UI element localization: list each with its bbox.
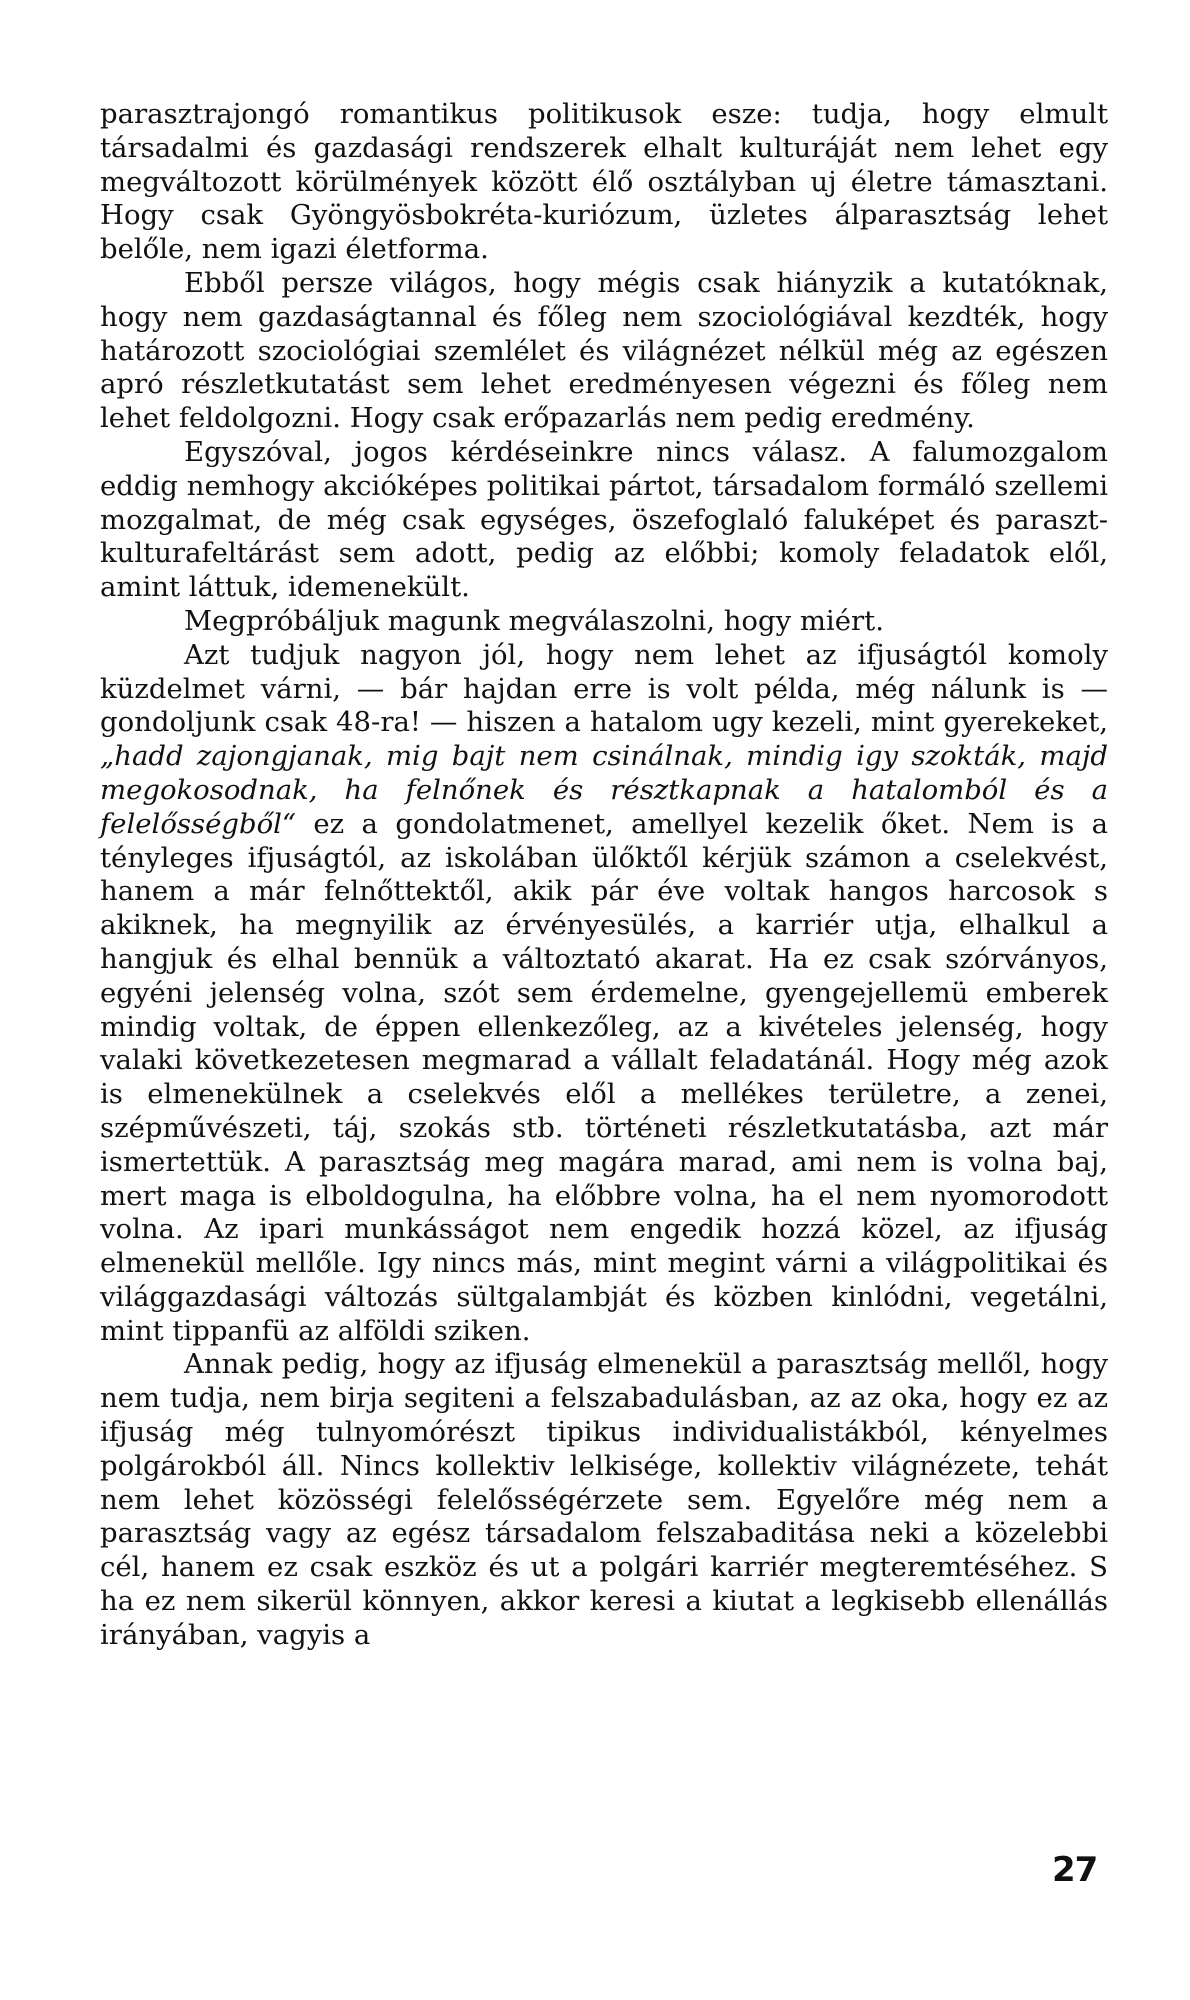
paragraph-3: Egyszóval, jogos kérdéseinkre nincs válasz. A falumozgalom eddig nemhogy akcióképes politikai pártot, társadalom formáló szellemi mozgalmat, de még csak egységes, öszefoglaló faluképet és paraszt-kulturafeltárást sem adott, pedig az előbbi; komoly feladatok elől, amint láttuk, idemenekült.	[100, 435, 1108, 604]
paragraph-1: parasztrajongó romantikus politikusok esze: tudja, hogy elmult társadalmi és gazdasági rendszerek elhalt kulturáját nem lehet egy megváltozott körülmények között élő osztályban uj életre támasztani. Hogy csak Gyöngyösbokréta-kuriózum, üzletes álparasztság lehet belőle, nem igazi életforma.	[100, 98, 1108, 266]
page-body	[100, 98, 1108, 1653]
paragraph-5-text-after: ez a gondolatmenet, amellyel kezelik őket. Nem is a tényleges ifjuságtól, az iskolában ülőktől kérjük számon a cselekvést, hanem a már felnőttektől, akik pár éve voltak hangos harcosok s akiknek, ha megnyilik az érvényesülés, a karriér utja, elhalkul a hangjuk és elhal bennük a változtató akarat. Ha ez csak szórványos, egyéni jelenség volna, szót sem érdemelne, gyengejellemü emberek mindig voltak, de éppen ellenkezőleg, az a kivételes jelenség, hogy valaki következetesen megmarad a vállalt feladatánál. Hogy még azok is elmenekülnek a cselekvés elől a mellékes területre, a zenei, szépművészeti, táj, szokás stb. történeti részletkutatásba, azt már ismertettük. A parasztság meg magára marad, ami nem is volna baj, mert maga is elboldogulna, ha előbbre volna, ha el nem nyomorodott volna. Az ipari munkásságot nem engedik hozzá közel, az ifjuság elmenekül mellőle. Igy nincs más, mint megint várni a világpolitikai és világgazdasági változás sültgalambját és közben kinlódni, vegetálni, mint tippanfü az alföldi sziken.	[100, 807, 1108, 1347]
paragraph-5-text-before: Azt tudjuk nagyon jól, hogy nem lehet az ifjuságtól komoly küzdelmet várni, — bár hajdan erre is volt példa, még nálunk is — gondoljunk csak 48-ra! — hiszen a hatalom ugy kezeli, mint gyerekeket,	[100, 638, 1108, 739]
paragraph-5-italic-quote: „hadd zajongjanak, mig bajt nem csinálnak, mindig igy szokták, majd megokosodnak, ha felnőnek és résztkapnak a hatalomból és a felelősségből“	[100, 740, 1108, 840]
paragraph-4: Megpróbáljuk magunk megválaszolni, hogy miért.	[184, 604, 884, 637]
paragraph-5	[100, 639, 1108, 1349]
paragraph-2: Ebből persze világos, hogy mégis csak hiányzik a kutatóknak, hogy nem gazdaságtannal és főleg nem szociológiával kezdték, hogy határozott szociológiai szemlélet és világnézet nélkül még az egészen apró részletkutatást sem lehet eredményesen végezni és főleg nem lehet feldolgozni. Hogy csak erőpazarlás nem pedig eredmény.	[100, 266, 1108, 435]
page-number: 27	[1052, 1850, 1098, 1890]
paragraph-6: Annak pedig, hogy az ifjuság elmenekül a parasztság mellől, hogy nem tudja, nem birja segiteni a felszabadulásban, az az oka, hogy ez az ifjuság még tulnyomórészt tipikus individualistákból, kényelmes polgárokból áll. Nincs kollektiv lelkisége, kollektiv világnézete, tehát nem lehet közösségi felelősségérzete sem. Egyelőre még nem a parasztság vagy az egész társadalom felszabaditása neki a közelebbi cél, hanem ez csak eszköz és ut a polgári karriér megteremtéséhez. S ha ez nem sikerül könnyen, akkor keresi a kiutat a legkisebb ellenállás irányában, vagyis a	[100, 1348, 1108, 1651]
